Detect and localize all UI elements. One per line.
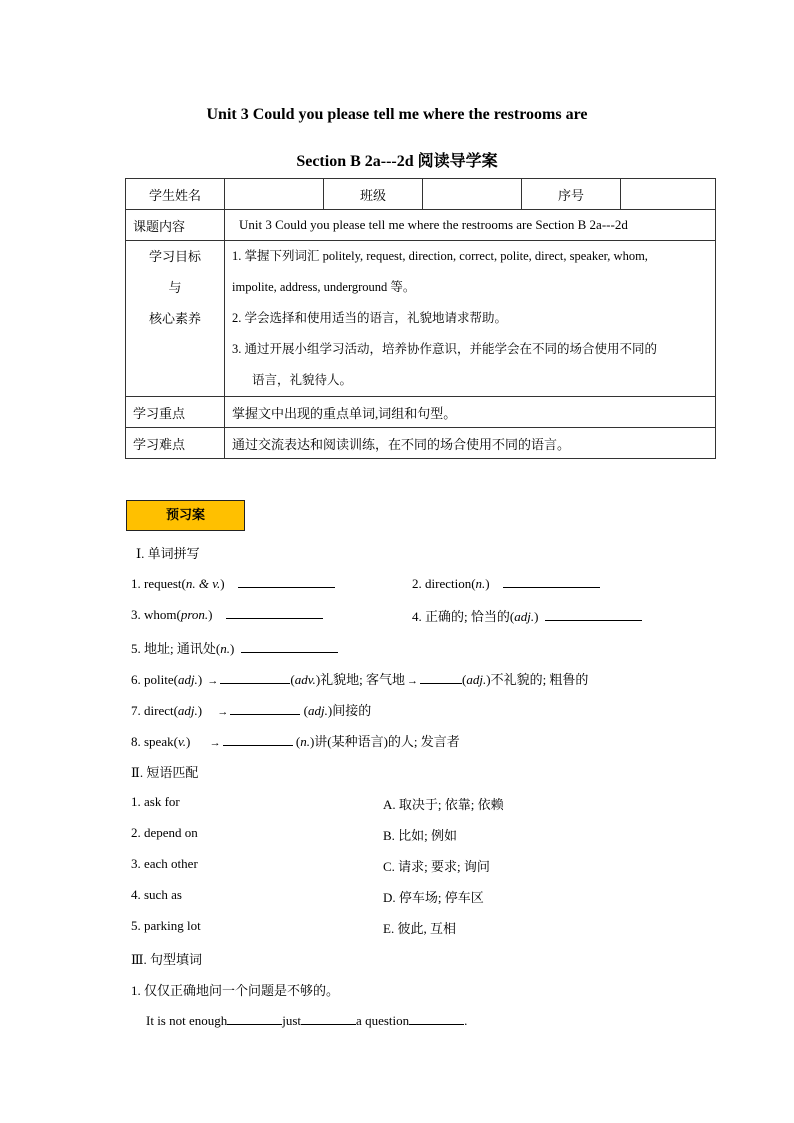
meaning-item: A. 取决于; 依靠; 依赖 [383, 797, 504, 812]
goal-3a: 3. 通过开展小组学习活动，培养协作意识，并能学会在不同的场合使用不同的 [232, 342, 658, 356]
q4-prefix: 4. 正确的; 恰当的( [412, 609, 515, 624]
q1-en-part-d: . [464, 1013, 468, 1028]
seq-field[interactable] [621, 179, 716, 210]
page-title-line2: Section B 2a---2d 阅读导学案 [296, 153, 498, 170]
table-row [126, 179, 716, 210]
q6-answer-blank-2[interactable] [420, 671, 462, 684]
name-label: 学生姓名 [126, 179, 225, 210]
q3-answer-blank[interactable] [226, 606, 323, 619]
q5-answer-blank[interactable] [241, 640, 338, 653]
q4-pos: adj. [514, 609, 535, 624]
q6-mid2: )礼貌地; 客气地 [315, 672, 406, 687]
phrase-item: 4. such as [131, 887, 182, 902]
goal-3b: 语言，礼貌待人。 [252, 373, 353, 387]
q3-suffix: ) [208, 607, 213, 622]
meaning-item: E. 彼此, 互相 [383, 921, 456, 936]
q7-end: )间接的 [327, 703, 372, 718]
meaning-item: C. 请求; 要求; 询问 [383, 859, 490, 874]
phrase-item: 2. depend on [131, 825, 198, 840]
name-field[interactable] [225, 179, 324, 210]
difficulty-label: 学习难点 [126, 428, 225, 459]
goals-label-1: 学习目标 [148, 249, 201, 264]
q6-pos1: adj. [177, 672, 198, 687]
arrow-icon: → [207, 675, 219, 687]
info-table [125, 178, 716, 459]
q3-prefix: 3. whom( [131, 607, 181, 622]
q1-en-part-a: It is not enough [146, 1013, 228, 1028]
q4-suffix: ) [534, 609, 539, 624]
goals-label-2: 与 [168, 280, 182, 295]
goals-value [225, 241, 716, 397]
q7-pos1: adj. [177, 703, 198, 718]
q6-end: )不礼貌的; 粗鲁的 [486, 672, 589, 687]
vocab-q5 [131, 638, 338, 657]
class-label: 班级 [324, 179, 423, 210]
q8-pos1: v. [177, 734, 186, 749]
section1-heading: Ⅰ. 单词拼写 [136, 546, 200, 561]
difficulty-value: 通过交流表达和阅读训练，在不同的场合使用不同的语言。 [225, 428, 716, 459]
q7-answer-blank[interactable] [230, 702, 300, 715]
q1-en-part-b: just [282, 1013, 302, 1028]
goal-1a: 1. 掌握下列词汇 politely, request, direction, correct, polite, direct, speaker, whom, [232, 249, 648, 263]
vocab-q8: 8. speak(v.) → (n.)讲(某种语言)的人; 发言者 [131, 734, 460, 749]
q1-prefix: 1. request( [131, 576, 186, 591]
q8-mid: ) [186, 734, 191, 749]
goal-1b: impolite, address, underground 等。 [232, 280, 416, 294]
goal-2: 2. 学会选择和使用适当的语言，礼貌地请求帮助。 [232, 311, 508, 325]
sentence-q1-en [146, 1012, 467, 1029]
q6-pos2: adv. [294, 672, 316, 687]
goals-label [126, 241, 225, 397]
seq-label: 序号 [522, 179, 621, 210]
q2-suffix: ) [485, 576, 490, 591]
q8-answer-blank[interactable] [223, 733, 293, 746]
table-row [126, 241, 716, 397]
phrase-item: 5. parking lot [131, 918, 201, 933]
q5-pos: n. [220, 641, 230, 656]
arrow-icon: → [209, 737, 221, 749]
page-title-line1: Unit 3 Could you please tell me where the restrooms are [206, 106, 588, 123]
q2-pos: n. [475, 576, 486, 591]
topic-label: 课题内容 [126, 210, 225, 241]
sentence-blank-1[interactable] [227, 1012, 282, 1025]
phrase-item: 1. ask for [131, 794, 180, 809]
vocab-q1 [131, 575, 335, 592]
q4-answer-blank[interactable] [545, 608, 642, 621]
focus-value: 掌握文中出现的重点单词,词组和句型。 [225, 397, 716, 428]
section3-heading: Ⅲ. 句型填词 [131, 952, 203, 967]
meaning-item: D. 停车场; 停车区 [383, 890, 484, 905]
focus-label: 学习重点 [126, 397, 225, 428]
q2-answer-blank[interactable] [503, 575, 600, 588]
sentence-blank-3[interactable] [409, 1012, 464, 1025]
table-row [126, 428, 716, 459]
table-row [126, 210, 716, 241]
q6-mid1: ) [197, 672, 203, 687]
class-field[interactable] [423, 179, 522, 210]
q7-prefix: 7. direct( [131, 703, 178, 718]
arrow-icon: → [217, 706, 229, 718]
topic-value: Unit 3 Could you please tell me where the restrooms are Section B 2a---2d [225, 210, 716, 241]
q6-answer-blank-1[interactable] [220, 671, 290, 684]
phrase-item: 3. each other [131, 856, 198, 871]
vocab-q3 [131, 606, 323, 623]
q1-en-part-c: a question [356, 1013, 410, 1028]
q6-prefix: 6. polite( [131, 672, 178, 687]
vocab-q6: 6. polite(adj.) → (adv.)礼貌地; 客气地 → (adj.)不礼貌的; 粗鲁的 [131, 672, 589, 687]
q6-pos3: adj. [466, 672, 487, 687]
q8-pos2: n. [300, 734, 310, 749]
q1-pos: n. & v. [185, 576, 221, 591]
vocab-q7: 7. direct(adj.) → (adj.)间接的 [131, 703, 372, 718]
preview-banner: 预习案 [126, 500, 245, 531]
section2-heading: Ⅱ. 短语匹配 [131, 765, 199, 780]
meaning-item: B. 比如; 例如 [383, 828, 458, 843]
q7-mid: ) [197, 703, 203, 718]
table-row [126, 397, 716, 428]
q7-pos2: adj. [307, 703, 328, 718]
vocab-q2 [412, 575, 600, 592]
q1-answer-blank[interactable] [238, 575, 335, 588]
sentence-blank-2[interactable] [301, 1012, 356, 1025]
q5-suffix: ) [229, 641, 235, 656]
goals-label-3: 核心素养 [148, 311, 201, 326]
q2-prefix: 2. direction( [412, 576, 476, 591]
sentence-q1-cn: 1. 仅仅正确地问一个问题是不够的。 [131, 983, 340, 998]
q1-suffix: ) [220, 576, 225, 591]
arrow-icon: → [407, 675, 419, 687]
q5-prefix: 5. 地址; 通讯处( [131, 641, 221, 656]
q8-prefix: 8. speak( [131, 734, 178, 749]
q3-pos: pron. [180, 607, 209, 622]
vocab-q4 [412, 606, 642, 625]
q8-end: )讲(某种语言)的人; 发言者 [309, 734, 460, 749]
